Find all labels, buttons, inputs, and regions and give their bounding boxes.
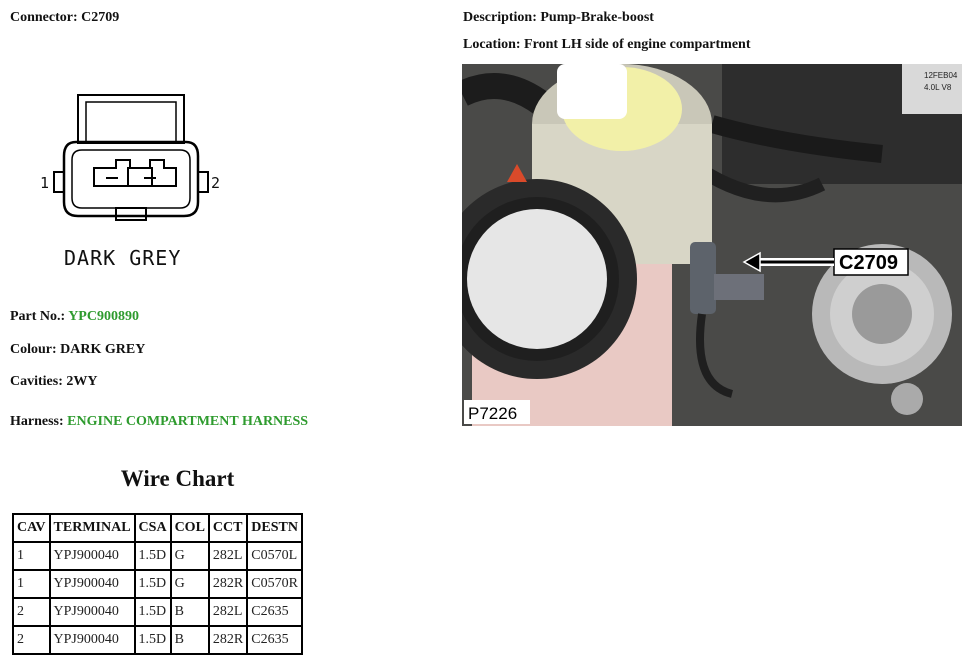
cell-cav: 1: [13, 570, 50, 598]
part-number: [10, 309, 139, 325]
cell-cct: 282R: [209, 626, 247, 654]
cell-terminal: YPJ900040: [50, 626, 135, 654]
cell-terminal: YPJ900040: [50, 570, 135, 598]
left-key: [54, 172, 64, 192]
wire-chart-table: [12, 513, 303, 655]
column-header: COL: [171, 514, 209, 542]
location: Location: Front LH side of engine compartment: [463, 37, 751, 52]
cell-terminal: YPJ900040: [50, 542, 135, 570]
sticker-line-1: 12FEB04: [924, 71, 958, 80]
part-number-link[interactable]: YPC900890: [68, 309, 139, 324]
diagram-colour-caption: DARK GREY: [64, 246, 182, 270]
cell-terminal: YPJ900040: [50, 598, 135, 626]
harness-link[interactable]: ENGINE COMPARTMENT HARNESS: [67, 414, 309, 429]
table-row: [13, 598, 302, 626]
cell-csa: 1.5D: [135, 570, 171, 598]
harness-label: Harness:: [10, 414, 64, 429]
cell-destn: C2635: [247, 626, 302, 654]
column-header: CAV: [13, 514, 50, 542]
cell-destn: C0570L: [247, 542, 302, 570]
cell-destn: C2635: [247, 598, 302, 626]
cell-col: G: [171, 570, 209, 598]
wire-chart-header-row: [13, 514, 302, 542]
column-header: CSA: [135, 514, 171, 542]
harness: [10, 414, 308, 430]
column-header: DESTN: [247, 514, 302, 542]
cavities-text: Cavities: 2WY: [10, 374, 98, 389]
colour-text: Colour: DARK GREY: [10, 342, 146, 357]
cell-csa: 1.5D: [135, 626, 171, 654]
right-key: [198, 172, 208, 192]
cell-cav: 1: [13, 542, 50, 570]
cell-csa: 1.5D: [135, 598, 171, 626]
description: Description: Pump-Brake-boost: [463, 10, 654, 25]
cell-csa: 1.5D: [135, 542, 171, 570]
engine-bay-photo: [462, 64, 962, 426]
connector-id: Connector: C2709: [10, 10, 120, 25]
part-number-label: Part No.:: [10, 309, 66, 324]
column-header: TERMINAL: [50, 514, 135, 542]
cavity-1-outline: [94, 160, 152, 186]
cell-cct: 282L: [209, 598, 247, 626]
wire-chart-title: Wire Chart: [120, 466, 235, 491]
latch-inner: [86, 102, 176, 142]
cell-col: G: [171, 542, 209, 570]
callout-label: C2709: [839, 252, 898, 274]
connector-face-diagram: [36, 90, 216, 230]
connector-body: [64, 142, 198, 216]
cell-cct: 282R: [209, 570, 247, 598]
cell-cav: 2: [13, 598, 50, 626]
bottom-tab: [116, 208, 146, 220]
column-header: CCT: [209, 514, 247, 542]
table-row: [13, 626, 302, 654]
sticker-line-2: 4.0L V8: [924, 83, 952, 92]
cell-destn: C0570R: [247, 570, 302, 598]
cell-cct: 282L: [209, 542, 247, 570]
pin-2-label: 2: [211, 174, 221, 192]
cell-col: B: [171, 598, 209, 626]
photo-reference: P7226: [468, 404, 518, 423]
cell-cav: 2: [13, 626, 50, 654]
connector-inner-body: [72, 150, 190, 208]
pin-1-label: 1: [40, 174, 50, 192]
photo-illustration: [462, 64, 962, 426]
table-row: [13, 542, 302, 570]
cell-col: B: [171, 626, 209, 654]
table-row: [13, 570, 302, 598]
